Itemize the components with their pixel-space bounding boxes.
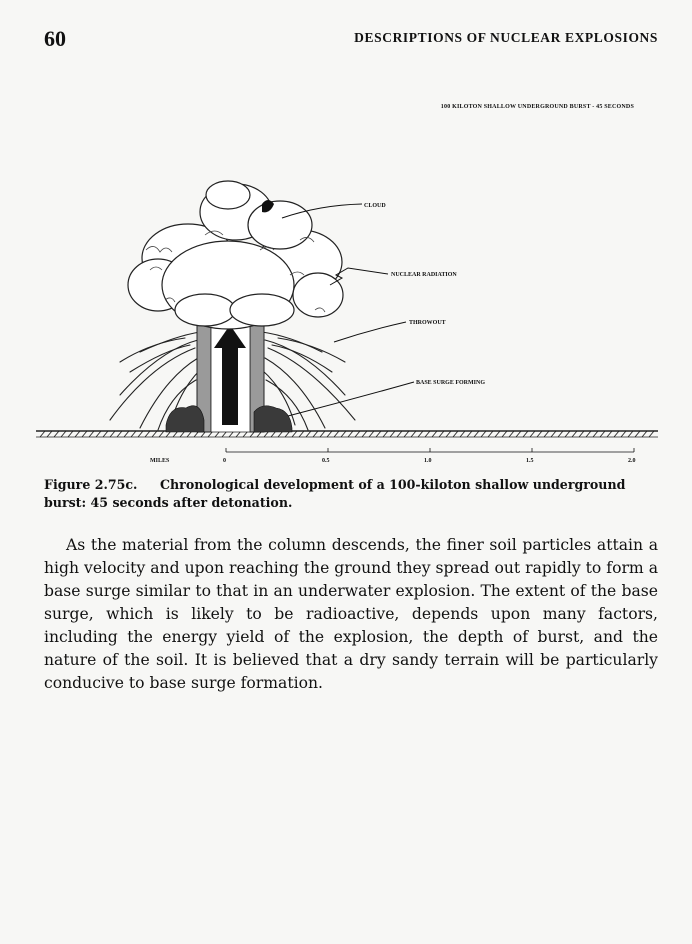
callout-nuclear-radiation: NUCLEAR RADIATION bbox=[391, 272, 457, 278]
scale-tick-0: 0 bbox=[223, 458, 226, 464]
figure-caption bbox=[44, 476, 660, 512]
figure-label: Figure 2.75c. bbox=[44, 477, 138, 492]
figure-title: 100 KILOTON SHALLOW UNDERGROUND BURST - 45 SECONDS bbox=[440, 104, 634, 110]
scale-unit-label: MILES bbox=[150, 458, 170, 464]
running-head: DESCRIPTIONS OF NUCLEAR EXPLOSIONS bbox=[354, 30, 658, 45]
mushroom-cloud bbox=[128, 181, 343, 329]
body-paragraph: As the material from the column descends, the finer soil particles attain a high velocity and upon reaching the ground they spread out rapidly to form a base surge similar to that in an underwater explosion. The extent of the base surge, which is likely to be radioactive, depends upon many factors, including the energy yield of the explosion, the depth of burst, and the nature of the soil. It is believed that a dry sandy terrain will be particularly conducive to base surge formation. bbox=[44, 536, 658, 692]
distance-scale bbox=[226, 448, 634, 452]
page-number: 60 bbox=[44, 26, 66, 51]
scale-tick-1-5: 1.5 bbox=[526, 458, 534, 464]
figure-caption-text: Chronological development of a 100-kiloton shallow underground burst: 45 seconds after detonation. bbox=[44, 477, 626, 510]
callout-throwout: THROWOUT bbox=[409, 320, 446, 326]
ground-hatching bbox=[36, 431, 658, 437]
burst-illustration bbox=[0, 0, 692, 470]
scale-tick-1-0: 1.0 bbox=[424, 458, 432, 464]
callout-cloud: CLOUD bbox=[364, 203, 386, 209]
callout-base-surge: BASE SURGE FORMING bbox=[416, 380, 486, 386]
scale-tick-0-5: 0.5 bbox=[322, 458, 330, 464]
scale-tick-2-0: 2.0 bbox=[628, 458, 636, 464]
